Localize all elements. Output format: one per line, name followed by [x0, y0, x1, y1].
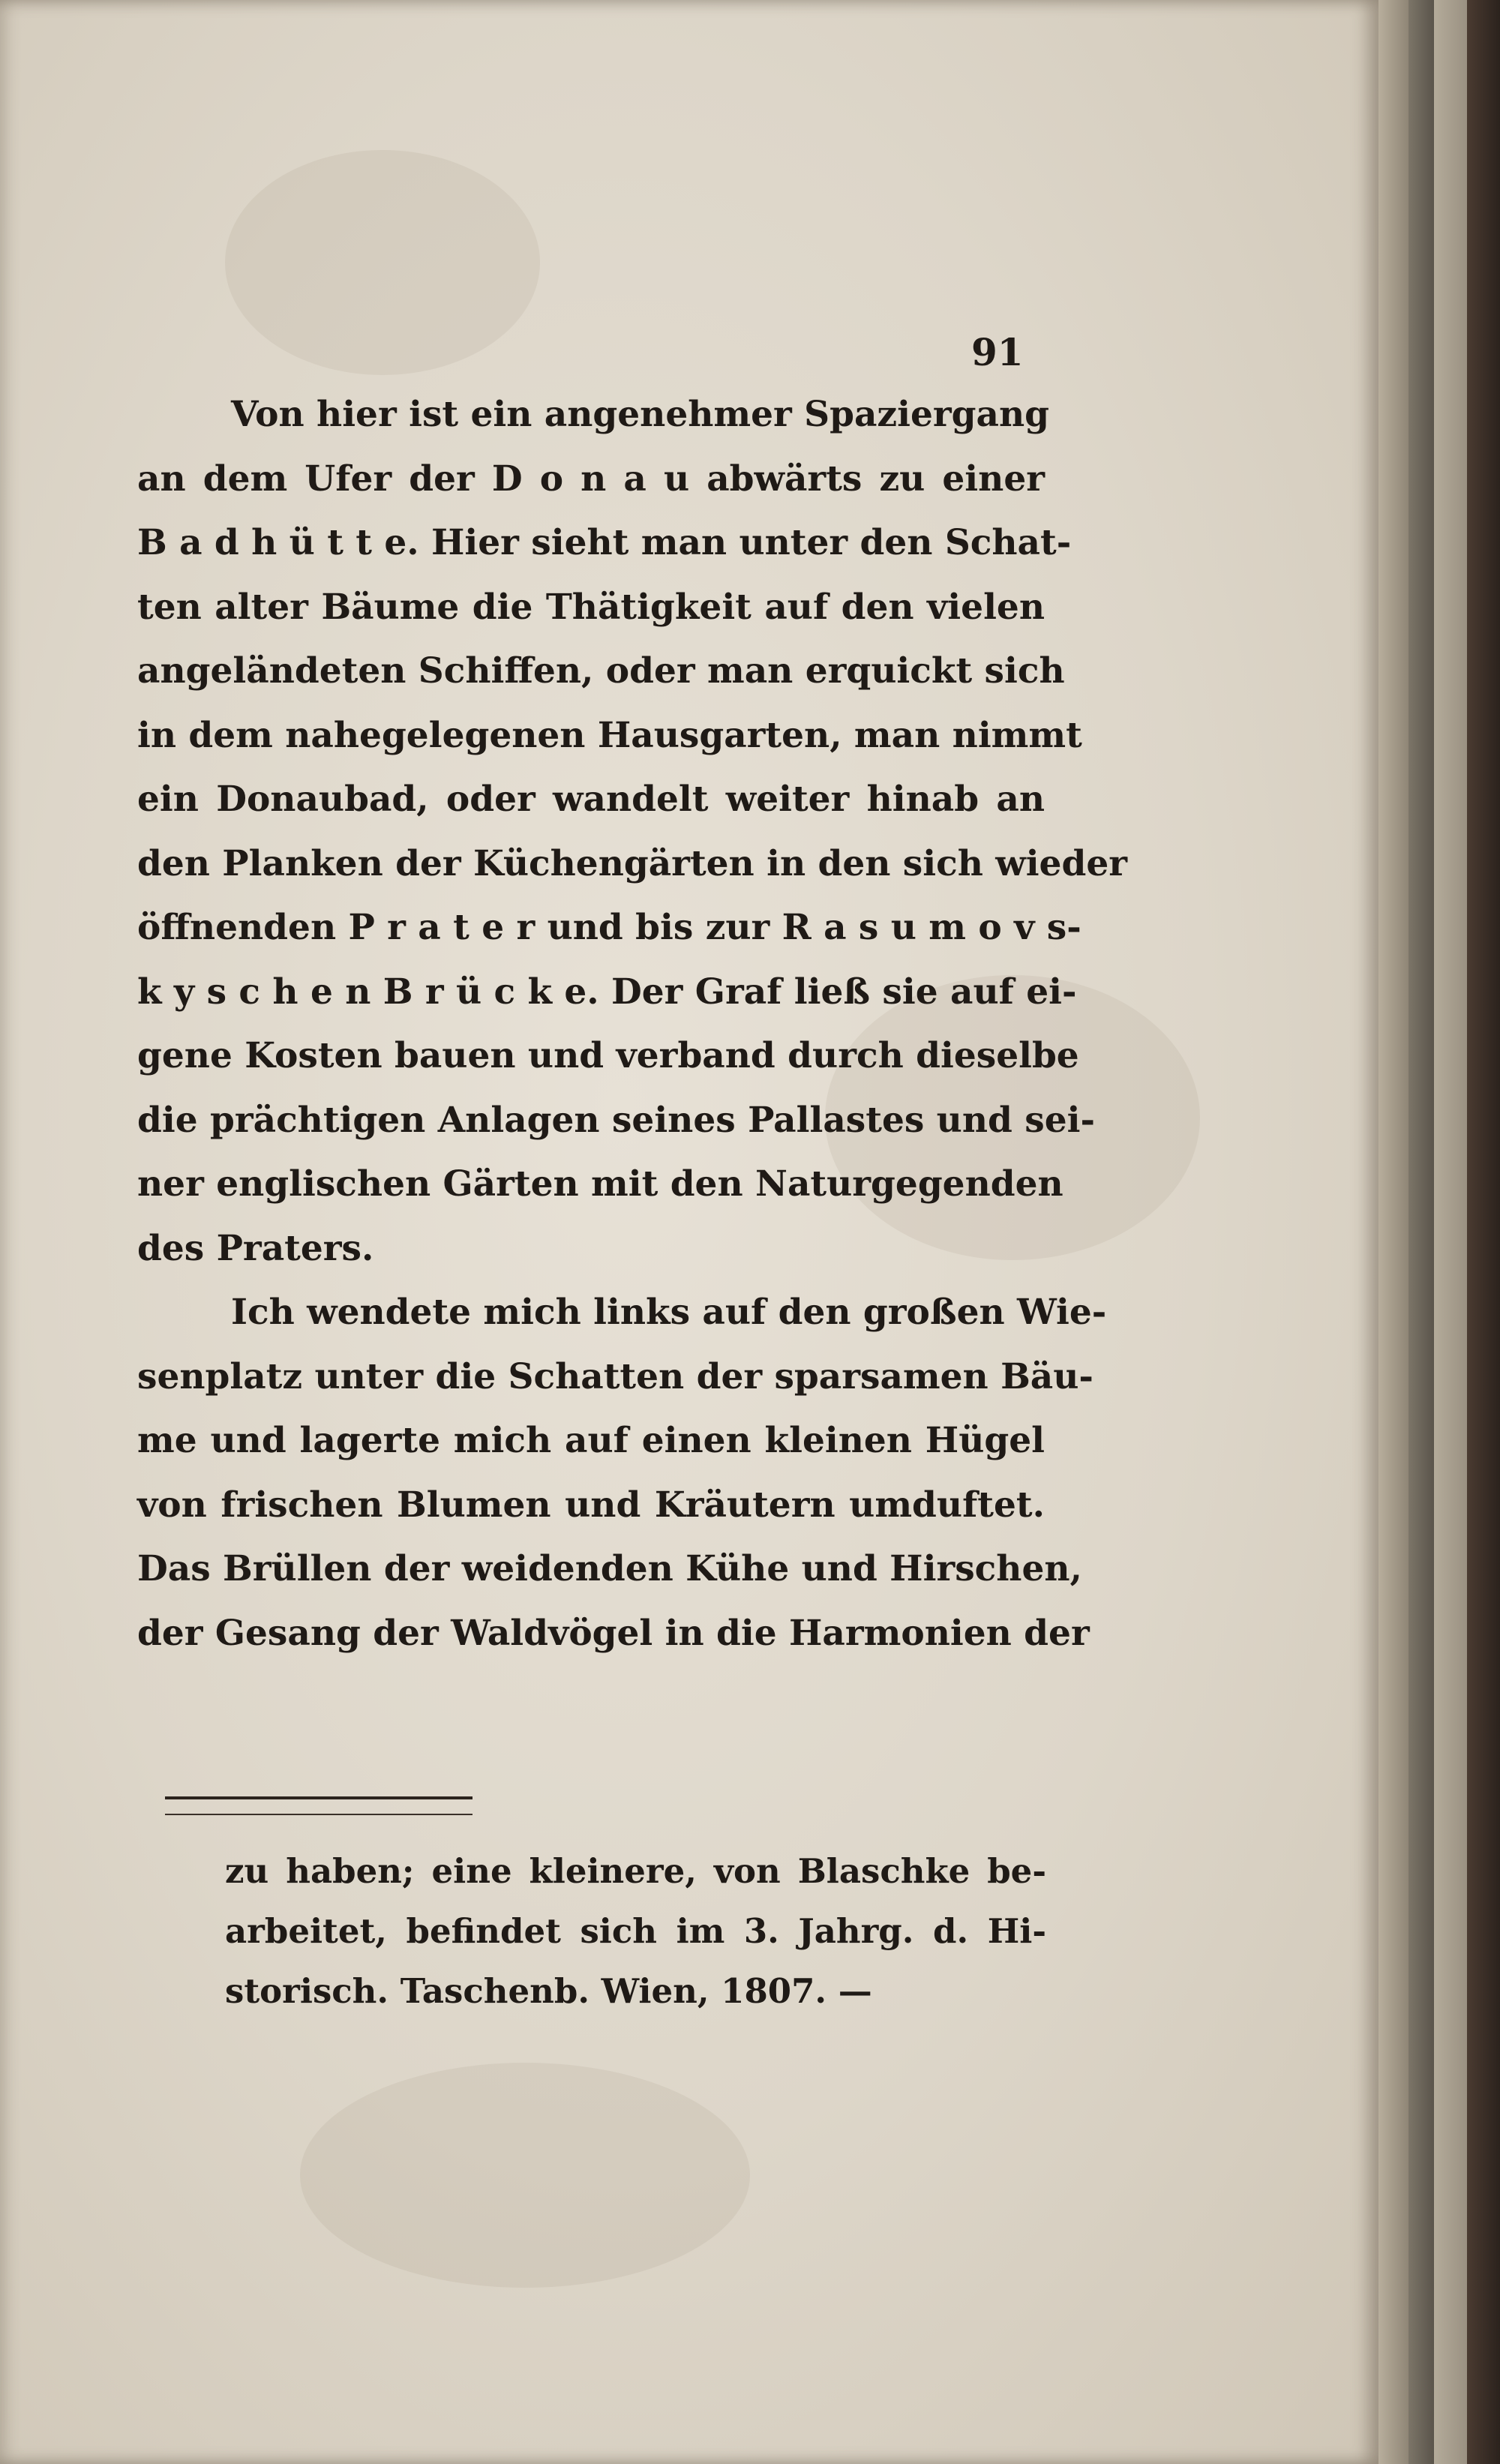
text-line: ner englischen Gärten mit den Naturgegenden [137, 1163, 1064, 1205]
text-line: angeländeten Schiffen, oder man erquickt sich [137, 650, 1065, 692]
paper-stain [300, 2063, 750, 2288]
main-text [137, 383, 1127, 1665]
text-line: me und lagerte mich auf einen kleinen Hügel [137, 1420, 1045, 1461]
text-line: senplatz unter die Schatten der sparsamen Bäu- [137, 1355, 1094, 1397]
page-edge [1378, 0, 1408, 2464]
text-line: k y s c h e n B r ü c k e. Der Graf ließ sie auf ei- [137, 971, 1077, 1013]
text-line: von frischen Blumen und Kräutern umduftet. [137, 1484, 1045, 1526]
text-line: Das Brüllen der weidenden Kühe und Hirschen, [137, 1548, 1082, 1589]
footnote-separator-thin [165, 1814, 472, 1815]
text-line: öffnenden P r a t e r und bis zur R a s u m o v s- [137, 907, 1082, 948]
text-line: gene Kosten bauen und verband durch dieselbe [137, 1035, 1079, 1076]
text-line: Von hier ist ein angenehmer Spaziergang [231, 394, 1049, 435]
text-line: an dem Ufer der D o n a u abwärts zu einer [137, 458, 1045, 500]
footnote-separator [165, 1796, 472, 1799]
text-line: ein Donaubad, oder wandelt weiter hinab an [137, 779, 1045, 820]
text-line: des Praters. [137, 1227, 374, 1269]
text-line: die prächtigen Anlagen seines Pallastes und sei- [137, 1099, 1095, 1141]
footnote-line: zu haben; eine kleinere, von Blaschke be- [225, 1851, 1046, 1891]
footnote-line: storisch. Taschenb. Wien, 1807. — [225, 1971, 872, 2011]
book-cover [1467, 0, 1500, 2464]
text-line: in dem nahegelegenen Hausgarten, man nimmt [137, 714, 1082, 756]
page-edge-shadow [1408, 0, 1434, 2464]
footnote-line: arbeitet, befindet sich im 3. Jahrg. d. Hi- [225, 1911, 1046, 1951]
text-line: B a d h ü t t e. Hier sieht man unter den Schat- [137, 522, 1072, 563]
page-number: 91 [971, 330, 1024, 374]
paper-stain [225, 150, 540, 375]
text-line: ten alter Bäume die Thätigkeit auf den vielen [137, 586, 1045, 628]
text-line: der Gesang der Waldvögel in die Harmonien der [137, 1612, 1090, 1654]
text-line: Ich wendete mich links auf den großen Wie- [231, 1292, 1107, 1333]
page-stack [1434, 0, 1467, 2464]
text-line: den Planken der Küchengärten in den sich wieder [137, 842, 1127, 884]
footnote [225, 1841, 1046, 2021]
